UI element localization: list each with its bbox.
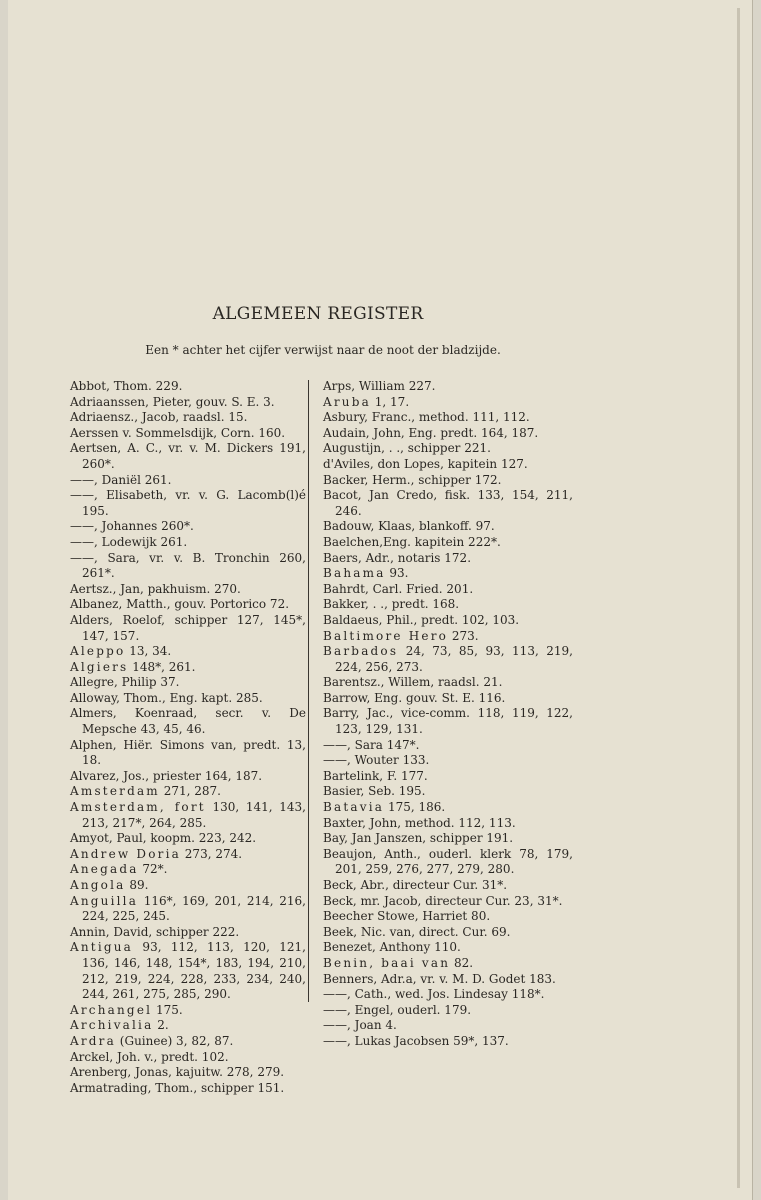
index-entry: Beecher Stowe, Harriet 80.	[323, 909, 491, 924]
page-refs: 175.	[152, 1002, 183, 1017]
index-entry: ——, Wouter 133.	[323, 753, 430, 768]
page-refs: 273, 274.	[180, 846, 243, 861]
page-refs: (Guinee) 3, 82, 87.	[115, 1033, 234, 1048]
page-edge	[737, 8, 740, 1188]
index-entry: Bay, Jan Janszen, schipper 191.	[323, 831, 514, 846]
column-divider	[308, 380, 309, 1002]
index-entry	[70, 878, 306, 894]
index-entry: ——, Daniël 261.	[70, 472, 172, 487]
page-refs: 116*, 169, 201, 214, 216, 224, 225, 245.	[82, 893, 306, 924]
page-refs: 89.	[125, 878, 149, 892]
index-entry: Bahrdt, Carl. Fried. 201.	[323, 581, 474, 596]
index-entry: Aertsen, A. C., vr. v. M. Dickers 191, 260*.	[70, 441, 306, 471]
index-entry: Alders, Roelof, schipper 127, 145*, 147, 157.	[70, 612, 306, 643]
index-entry	[323, 629, 573, 645]
index-entry: Alphen, Hiër. Simons van, predt. 13, 18.	[70, 737, 306, 768]
index-entry: ——, Lodewijk 261.	[70, 534, 188, 549]
index-entry: ——, Cath., wed. Jos. Lindesay 118*.	[323, 987, 545, 1002]
index-entry	[323, 395, 573, 411]
place-name: Antigua	[70, 940, 134, 955]
index-entry: Augustijn, . ., schipper 221.	[323, 441, 491, 456]
index-entry	[70, 660, 306, 676]
place-name: Amsterdam, fort	[70, 800, 206, 815]
index-entry: Backer, Herm., schipper 172.	[323, 472, 502, 487]
index-entry	[70, 784, 306, 800]
index-entry: Albanez, Matth., gouv. Portorico 72.	[70, 597, 290, 612]
index-entry: Adriaensz., Jacob, raadsl. 15.	[70, 410, 248, 425]
place-name: Archangel	[70, 1002, 153, 1017]
index-entry: ——, Sara 147*.	[323, 737, 420, 752]
place-name: Algiers	[70, 659, 129, 674]
page-refs: 148*, 261.	[128, 659, 196, 674]
index-entry: Bartelink, F. 177.	[323, 768, 428, 783]
place-name: Amsterdam	[70, 784, 160, 799]
index-entry: ——, Sara, vr. v. B. Tronchin 260, 261*.	[70, 550, 306, 581]
page-refs: 1, 17.	[370, 394, 410, 409]
index-entry: Beek, Nic. van, direct. Cur. 69.	[323, 924, 511, 939]
index-entry	[70, 940, 306, 1002]
index-entry: Baldaeus, Phil., predt. 102, 103.	[323, 612, 520, 627]
page-refs: 271, 287.	[159, 784, 221, 799]
index-entry: Alvarez, Jos., priester 164, 187.	[70, 768, 263, 783]
index-entry: Bacot, Jan Credo, fisk. 133, 154, 211, 246.	[323, 488, 573, 518]
index-entry: Bakker, . ., predt. 168.	[323, 597, 460, 612]
index-entry: Asbury, Franc., method. 111, 112.	[323, 410, 530, 425]
index-entry: d'Aviles, don Lopes, kapitein 127.	[323, 456, 528, 471]
index-entry: Barry, Jac., vice-comm. 118, 119, 122, 123, 129, 131.	[323, 706, 573, 737]
index-entry: Beck, Abr., directeur Cur. 31*.	[323, 878, 508, 892]
page-refs: 93, 112, 113, 120, 121, 136, 146, 148, 154*, 183, 194, 210, 212, 219, 224, 228, 233, 234, 240, 244, 261, 275, 285, 290.	[82, 940, 306, 1002]
index-entry: Baelchen,Eng. kapitein 222*.	[323, 534, 501, 549]
index-entry: ——, Johannes 260*.	[70, 519, 194, 534]
index-entry: Annin, David, schipper 222.	[70, 924, 240, 939]
index-entry: Baers, Adr., notaris 172.	[323, 550, 472, 565]
index-entry: Abbot, Thom. 229.	[70, 379, 183, 393]
index-entry: Baxter, John, method. 112, 113.	[323, 815, 516, 830]
index-entry: Beck, mr. Jacob, directeur Cur. 23, 31*.	[323, 893, 563, 908]
index-column-right	[323, 379, 573, 1050]
index-entry: Audain, John, Eng. predt. 164, 187.	[323, 425, 539, 440]
index-entry: ——, Elisabeth, vr. v. G. Lacomb(l)é 195.	[70, 488, 306, 518]
page-refs: 130, 141, 143, 213, 217*, 264, 285.	[82, 800, 306, 830]
index-entry: Basier, Seb. 195.	[323, 784, 426, 799]
index-entry: Beaujon, Anth., ouderl. klerk 78, 179, 201, 259, 276, 277, 279, 280.	[323, 846, 573, 877]
index-entry	[70, 1034, 306, 1050]
index-entry: Barrow, Eng. gouv. St. E. 116.	[323, 690, 506, 705]
index-entry	[323, 956, 573, 972]
index-entry	[323, 566, 573, 582]
index-entry: Benezet, Anthony 110.	[323, 940, 461, 955]
place-name: Angola	[70, 878, 126, 892]
place-name: Andrew Doria	[70, 846, 181, 861]
index-entry	[323, 800, 573, 816]
place-name: Baltimore Hero	[323, 628, 449, 643]
index-entry: Aertsz., Jan, pakhuism. 270.	[70, 581, 241, 596]
place-name: Anguilla	[70, 893, 139, 908]
page-refs: 24, 73, 85, 93, 113, 219, 224, 256, 273.	[335, 644, 573, 674]
index-entry: Aerssen v. Sommelsdijk, Corn. 160.	[70, 425, 286, 440]
index-entry: ——, Joan 4.	[323, 1018, 397, 1033]
index-entry: Barentsz., Willem, raadsl. 21.	[323, 675, 503, 690]
index-entry	[323, 644, 573, 675]
index-entry	[70, 847, 306, 863]
footnote-legend: Een * achter het cijfer verwijst naar de noot der bladzijde.	[145, 343, 501, 357]
index-entry: Allegre, Philip 37.	[70, 675, 180, 690]
index-entry: Almers, Koenraad, secr. v. De Mepsche 43, 45, 46.	[70, 706, 306, 737]
index-entry	[70, 1003, 306, 1019]
page-refs: 2.	[153, 1018, 169, 1033]
index-entry: Amyot, Paul, koopm. 223, 242.	[70, 831, 257, 846]
index-entry: Arps, William 227.	[323, 379, 436, 393]
page-refs: 175, 186.	[384, 800, 446, 815]
index-entry	[70, 800, 306, 831]
book-page	[8, 0, 752, 1200]
place-name: Barbados	[323, 644, 399, 659]
index-entry: Armatrading, Thom., schipper 151.	[70, 1080, 285, 1095]
index-entry: Arckel, Joh. v., predt. 102.	[70, 1049, 229, 1064]
index-entry	[70, 894, 306, 925]
index-entry: Badouw, Klaas, blankoff. 97.	[323, 519, 495, 534]
page-refs: 273.	[448, 628, 479, 643]
place-name: Benin, baai van	[323, 955, 451, 970]
page-refs: 72*.	[138, 862, 168, 877]
index-entry	[70, 1018, 306, 1034]
index-entry: Adriaanssen, Pieter, gouv. S. E. 3.	[70, 394, 275, 409]
place-name: Aleppo	[70, 644, 126, 659]
index-entry: ——, Lukas Jacobsen 59*, 137.	[323, 1033, 509, 1048]
place-name: Ardra	[70, 1033, 116, 1048]
place-name: Archivalia	[70, 1018, 154, 1033]
page-refs: 82.	[450, 955, 474, 970]
index-entry	[70, 644, 306, 660]
place-name: Anegada	[70, 862, 139, 877]
page-refs: 93.	[385, 566, 409, 581]
page-refs: 13, 34.	[125, 644, 172, 659]
place-name: Aruba	[323, 394, 371, 409]
index-entry	[70, 862, 306, 878]
index-entry: ——, Engel, ouderl. 179.	[323, 1002, 472, 1017]
place-name: Bahama	[323, 566, 386, 581]
index-column-left	[70, 379, 306, 1096]
index-entry: Alloway, Thom., Eng. kapt. 285.	[70, 690, 263, 705]
index-entry: Benners, Adr.a, vr. v. M. D. Godet 183.	[323, 971, 556, 986]
page-title: ALGEMEEN REGISTER	[212, 304, 424, 324]
place-name: Batavia	[323, 800, 385, 815]
index-entry: Arenberg, Jonas, kajuitw. 278, 279.	[70, 1065, 285, 1080]
